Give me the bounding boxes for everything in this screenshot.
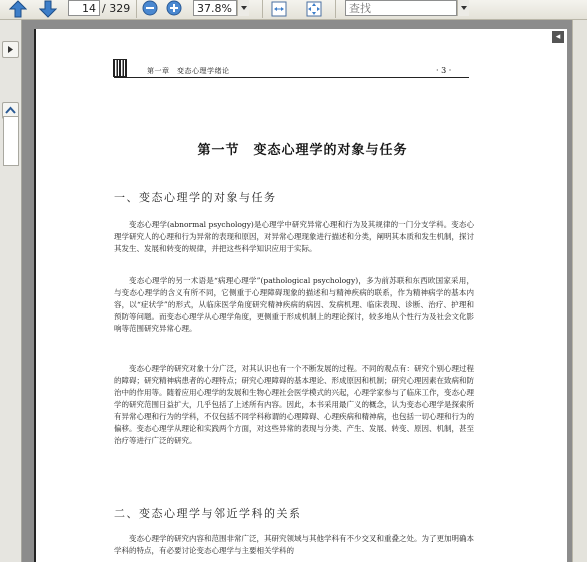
paragraph-2: 变态心理学的另一术语是“病理心理学”(pathological psychology)，多为前苏联和东西欧国家采用，与变态心理学的含义有所不同，它侧重于心理障碍现象的描述和与精神疾病的联系，作为精神病学的基本内容，以“症状学”的形式，从临床医学角度研究精神疾病的病因、发病机理、临床表现、诊断、治疗、护理和预防等问题。而变态心理学从心理学角度，更侧重于形成机制上的理论探讨，较多地从个性行为及社会文化影响等范围研究异常心理。 xyxy=(114,276,474,333)
toolbar-separator xyxy=(335,0,336,18)
section-title: 第一节 变态心理学的对象与任务 xyxy=(197,143,408,158)
fit-width-button[interactable] xyxy=(269,0,289,18)
fit-page-icon xyxy=(305,0,323,18)
toolbar-separator xyxy=(136,0,137,18)
down-arrow-icon xyxy=(39,0,57,18)
fit-width-icon xyxy=(270,0,288,18)
heading-2: 二、变态心理学与邻近学科的关系 xyxy=(114,507,302,520)
pdf-page xyxy=(34,29,567,562)
zoom-in-button[interactable] xyxy=(166,0,182,16)
expand-pane-button[interactable] xyxy=(2,41,19,58)
paragraph-3: 变态心理学的研究对象十分广泛，对其认识也有一个不断发展的过程。不同的观点有：研究个别心理过程的障碍；研究精神病患者的心理特点；研究心理障碍的基本理论、形成原因和机制；研究心理因素在致病和防治中的作用等。随着应用心理学的发展和生物心理社会医学模式的兴起，心理学家参与了临床工作，变态心理学的研究范围日益扩大，几乎包括了上述所有内容。因此，本书采用最广义的概念，认为变态心理学是探索所有异常心理和行为的学科，不仅包括不同学科称谓的心理障碍、心理疾病和精神病，也包括一切心理和行为的偏移。变态心理学从理论和实践两个方面，对这些异常的表现与分类、产生、发展、转变、原因、机制，甚至治疗等进行广泛的研究。 xyxy=(114,364,474,445)
toolbar xyxy=(0,0,587,20)
zoom-out-icon xyxy=(142,0,158,16)
up-arrow-icon xyxy=(9,0,27,18)
zoom-level-input[interactable] xyxy=(193,0,237,16)
fit-page-button[interactable] xyxy=(304,0,324,18)
collapse-pane-button[interactable]: ◂ xyxy=(552,31,564,43)
paragraph-4: 变态心理学的研究内容和范围非常广泛，其研究领域与其他学科有不少交叉和重叠之处。为了更加明确本学科的特点，有必要讨论变态心理学与主要相关学科的 xyxy=(114,534,474,555)
page-total-label: / 329 xyxy=(102,1,131,15)
zoom-dropdown-button[interactable] xyxy=(237,0,249,16)
chevron-right-icon xyxy=(3,42,18,57)
heading-1: 一、变态心理学的对象与任务 xyxy=(114,191,277,204)
page-number-input[interactable] xyxy=(68,0,100,16)
zoom-out-button[interactable] xyxy=(142,0,158,16)
document-viewport[interactable] xyxy=(22,20,587,562)
running-header-page-number: · 3 · xyxy=(436,66,452,75)
search-dropdown-button[interactable] xyxy=(457,0,469,16)
previous-page-button[interactable] xyxy=(8,0,28,18)
zoom-in-icon xyxy=(166,0,182,16)
vertical-scrollbar[interactable] xyxy=(572,20,587,562)
chapter-ornament-icon xyxy=(112,58,130,78)
next-page-button[interactable] xyxy=(38,0,58,18)
navigation-pane xyxy=(0,20,22,562)
pane-scroll-thumb[interactable] xyxy=(3,116,19,166)
search-input[interactable] xyxy=(345,0,457,16)
paragraph-1: 变态心理学(abnormal psychology)是心理学中研究异常心理和行为及其规律的一门分支学科。变态心理学研究人的心理和行为异常的表现和原因，对异常心理现象进行描述和分类，阐明其本质和发生机制，探讨其发生、发展和转变的规律，并把这些科学知识应用于实际。 xyxy=(114,220,474,253)
header-divider xyxy=(114,77,469,78)
toolbar-separator xyxy=(262,0,263,18)
running-header-chapter: 第一章 变态心理学绪论 xyxy=(147,67,230,75)
